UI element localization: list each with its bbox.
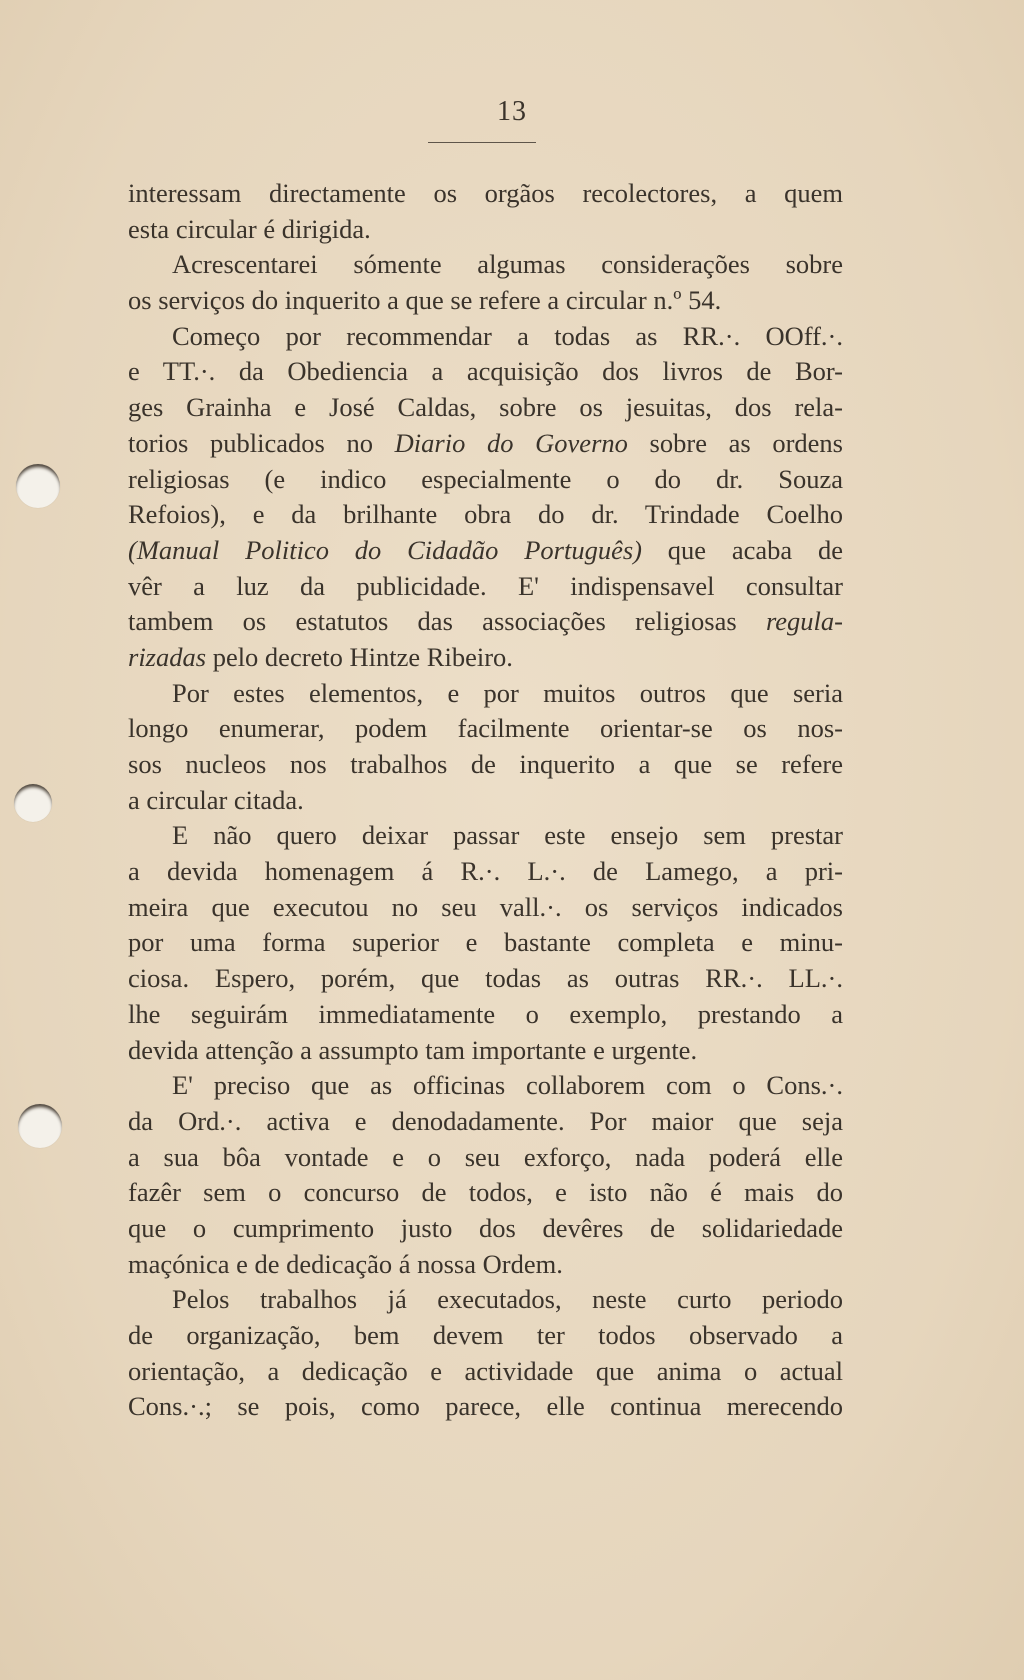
text-segment: Acrescentarei sómente algumas considerações sobre [172,249,843,280]
text-line [128,426,843,462]
text-line [128,925,843,961]
italic-text: Diario do Governo [394,427,628,458]
text-segment: maçónica e de dedicação á nossa Ordem. [128,1248,563,1279]
text-line [128,1247,843,1283]
text-line [128,1104,843,1140]
text-line [128,997,843,1033]
text-line [128,676,843,712]
text-segment: Refoios), e da brilhante obra do dr. Trindade Coelho [128,499,843,530]
text-line [128,1354,843,1390]
text-segment: Pelos trabalhos já executados, neste curto periodo [172,1284,843,1315]
text-segment: E' preciso que as officinas collaborem com o Cons.·. [172,1070,843,1101]
text-segment: orientação, a dedicação e actividade que anima o actual [128,1355,843,1386]
text-line [128,462,843,498]
text-segment: os serviços do inquerito a que se refere a circular n.º 54. [128,285,722,316]
text-segment: ciosa. Espero, porém, que todas as outras RR.·. LL.·. [128,963,843,994]
text-line [128,354,843,390]
text-segment: devida attenção a assumpto tam importante e urgente. [128,1034,698,1065]
hole-icon [14,784,52,822]
text-line [128,1389,843,1425]
text-line [128,247,843,283]
text-segment: a devida homenagem á R.·. L.·. de Lamego, a pri- [128,856,843,887]
body-text [128,176,843,1425]
text-segment: E não quero deixar passar este ensejo sem prestar [172,820,843,851]
italic-text: (Manual Politico do Cidadão Português) [128,534,642,565]
text-line [128,961,843,997]
text-segment: a sua bôa vontade e o seu exforço, nada poderá elle [128,1141,843,1172]
text-segment: interessam directamente os orgãos recolectores, a quem [128,178,843,208]
text-line [128,283,843,319]
text-segment: por uma forma superior e bastante completa e minu- [128,927,843,958]
text-line [128,390,843,426]
text-segment: a circular citada. [128,784,304,815]
text-segment: Começo por recommendar a todas as RR.·. OOff.·. [172,320,843,351]
text-line [128,604,843,640]
text-segment: e TT.·. da Obediencia a acquisição dos livros de Bor- [128,356,843,387]
text-line [128,854,843,890]
text-segment: sobre as ordens [627,427,843,458]
text-line [128,319,843,355]
text-segment: torios publicados no [128,427,395,458]
text-segment: sos nucleos nos trabalhos de inquerito a que se refere [128,749,843,779]
text-line [128,1140,843,1176]
text-segment: Cons.·.; se pois, como parece, elle continua merecendo [128,1391,843,1422]
text-line [128,818,843,854]
text-line [128,1282,843,1318]
italic-text: rizadas [128,641,207,672]
text-line [128,1175,843,1211]
text-line [128,1318,843,1354]
text-line [128,1033,843,1069]
text-segment: da Ord.·. activa e denodadamente. Por maior que seja [128,1105,843,1136]
text-segment: religiosas (e indico especialmente o do dr. Souza [128,463,843,494]
text-line [128,890,843,926]
text-segment: que acaba de [641,534,843,565]
text-segment: fazêr sem o concurso de todos, e isto não é mais do [128,1177,843,1208]
text-line [128,212,843,248]
header-rule [428,142,536,143]
text-segment: vêr a luz da publicidade. E' indispensavel consultar [128,570,843,601]
text-line [128,497,843,533]
hole-icon [18,1104,62,1148]
text-line [128,711,843,747]
text-segment: ges Grainha e José Caldas, sobre os jesuitas, dos rela- [128,392,843,423]
page-number: 13 [497,96,527,127]
text-line [128,176,843,212]
text-segment: meira que executou no seu vall.·. os serviços indicados [128,891,843,922]
text-line [128,747,843,783]
text-line [128,640,843,676]
text-segment: longo enumerar, podem facilmente orientar-se os nos- [128,713,843,744]
italic-text: regula- [765,606,843,637]
text-line [128,783,843,819]
hole-icon [16,464,60,508]
text-line [128,569,843,605]
text-line [128,533,843,569]
text-segment: Por estes elementos, e por muitos outros que seria [172,677,843,708]
text-segment: tambem os estatutos das associações religiosas [128,606,766,637]
text-segment: lhe seguirám immediatamente o exemplo, prestando a [128,998,843,1029]
text-segment: de organização, bem devem ter todos observado a [128,1320,843,1350]
text-line [128,1211,843,1247]
text-segment: esta circular é dirigida. [128,213,371,244]
text-segment: pelo decreto Hintze Ribeiro. [206,641,513,672]
text-segment: que o cumprimento justo dos devêres de solidariedade [128,1212,843,1243]
text-line [128,1068,843,1104]
